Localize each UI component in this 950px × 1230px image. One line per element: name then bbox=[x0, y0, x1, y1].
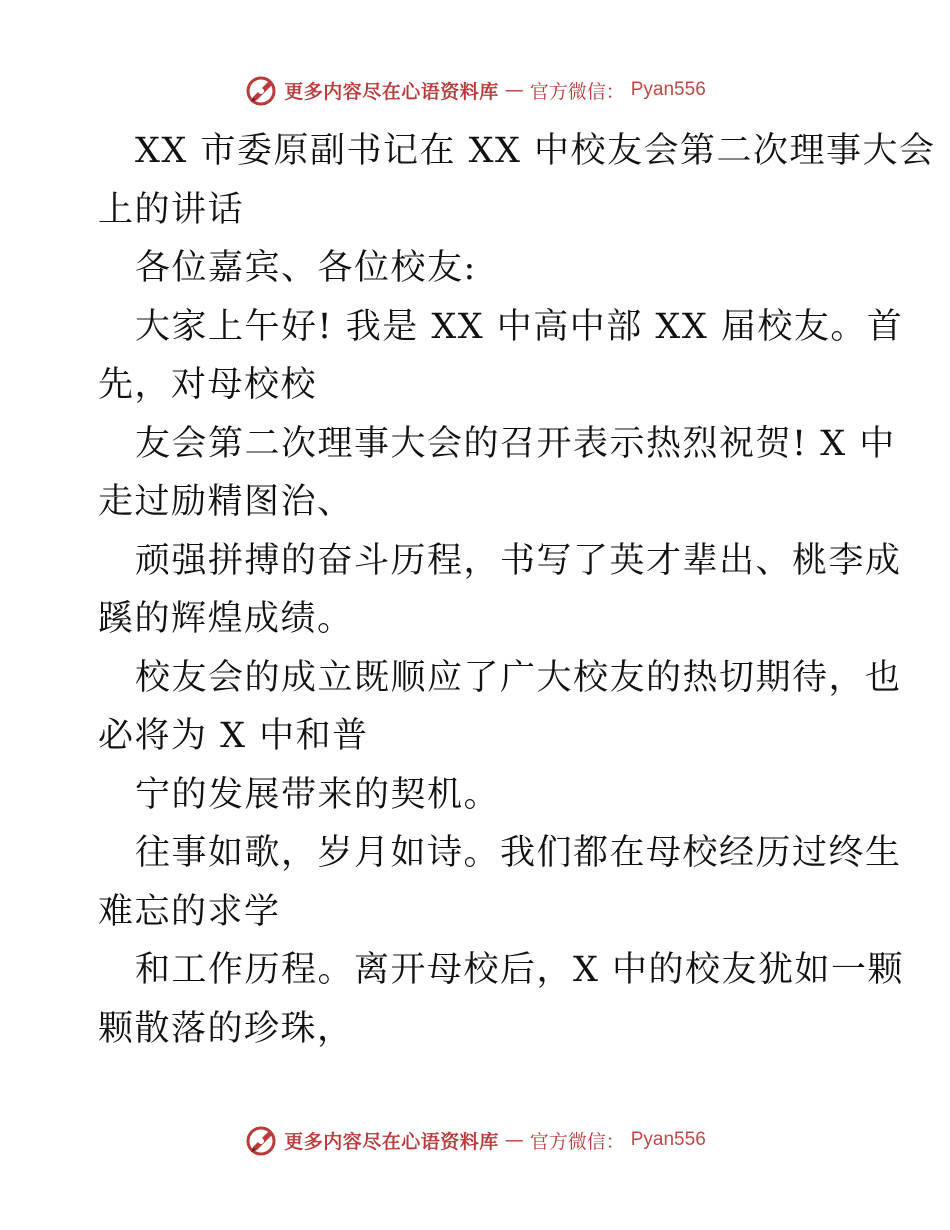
paragraph-line: 先，对母校校 bbox=[98, 365, 318, 405]
banner-wechat-id: Pyan556 bbox=[630, 1129, 706, 1150]
paragraph-line: 必将为 X 中和普 bbox=[98, 716, 369, 756]
banner-wechat-id: Pyan556 bbox=[630, 79, 706, 100]
paragraph-line: 往事如歌，岁月如诗。我们都在母校经历过终生 bbox=[135, 833, 902, 873]
title-line-1: XX 市委原副书记在 XX 中校友会第二次理事大会 bbox=[135, 131, 936, 171]
paragraph-line: 顽强拼搏的奋斗历程，书写了英才辈出、桃李成 bbox=[135, 540, 902, 581]
document-body bbox=[98, 122, 936, 1058]
paragraph-line: 蹊的辉煌成绩。 bbox=[98, 599, 354, 639]
header-banner bbox=[0, 70, 950, 110]
banner-main-text: 更多内容尽在心语资料库 bbox=[284, 1130, 499, 1153]
title-line-2: 上的讲话 bbox=[98, 189, 245, 230]
banner-dash: — bbox=[504, 1129, 524, 1151]
paragraph-line: 友会第二次理事大会的召开表示热烈祝贺! X 中 bbox=[135, 423, 896, 464]
paragraph-line: 校友会的成立既顺应了广大校友的热切期待，也 bbox=[135, 657, 902, 698]
pen-logo-icon bbox=[244, 1123, 278, 1157]
paragraph-line: 颗散落的珍珠， bbox=[98, 1008, 354, 1049]
paragraph-line: 和工作历程。离开母校后，X 中的校友犹如一颗 bbox=[135, 950, 905, 990]
footer-banner bbox=[0, 1120, 950, 1160]
banner-dash: — bbox=[504, 79, 524, 101]
paragraph-line: 走过励精图治、 bbox=[98, 482, 354, 522]
paragraph-line: 大家上午好! 我是 XX 中高中部 XX 届校友。首 bbox=[135, 306, 904, 347]
pen-logo-icon bbox=[244, 73, 278, 107]
banner-official-label: 官方微信： bbox=[529, 80, 625, 103]
banner-main-text: 更多内容尽在心语资料库 bbox=[284, 80, 499, 103]
paragraph-line: 难忘的求学 bbox=[98, 891, 281, 932]
salutation-line: 各位嘉宾、各位校友: bbox=[135, 248, 477, 288]
paragraph-line: 宁的发展带来的契机。 bbox=[135, 774, 501, 815]
banner-official-label: 官方微信： bbox=[529, 1130, 625, 1153]
